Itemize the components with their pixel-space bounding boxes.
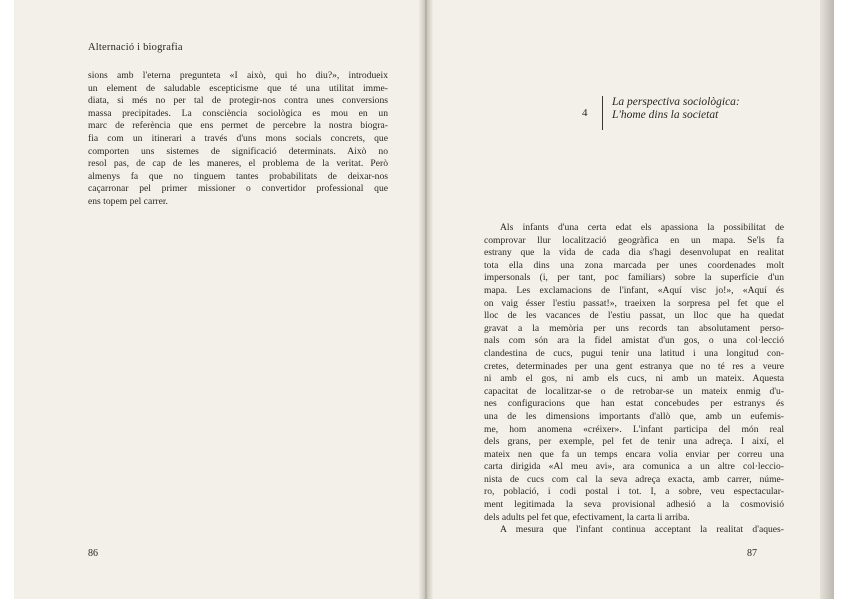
text-line: ens topem pel carrer. <box>88 195 168 207</box>
chapter-title-line: La perspectiva sociològica: <box>612 96 740 108</box>
text-line: fia com un itinerari a través d'uns mons socials concrets, que <box>88 132 388 144</box>
text-line: dels adults pel fet que, efectivament, la carta li arriba. <box>484 511 690 523</box>
book-gutter <box>419 0 433 599</box>
text-line: resol pas, de cap de les maneres, el problema de la veritat. Però <box>88 158 388 170</box>
left-page-body <box>88 70 388 209</box>
chapter-divider <box>602 96 603 130</box>
text-line: nals com són ara la fidel amistat d'un gos, o una col·lecció <box>484 335 784 347</box>
text-line: carta dirigida «Al meu avi», ara comunica a un altre col·leccio- <box>484 461 784 473</box>
text-line: ni amb el gos, ni amb els cucs, ni amb un mateix. Aquesta <box>484 373 784 385</box>
text-line: nes configuracions que han estat concebudes per estranys és <box>484 398 784 410</box>
text-line: massa precipitades. La consciència sociològica es mou en un <box>88 107 388 119</box>
text-line: marc de referència que ens permet de percebre la nostra biogra- <box>88 120 388 132</box>
text-line: tota ella dins una zona marcada per unes coordenades molt <box>484 259 784 271</box>
text-line: cretes, determinades per una gent estranya que no té res a veure <box>484 360 784 372</box>
text-line: gravat a la memòria per uns records tan absolutament perso- <box>484 322 784 334</box>
text-line: una de les dimensions importants d'allò que, amb un eufemis- <box>484 410 784 422</box>
text-line: lloc de les vacances de l'estiu passat, un lloc que ha quedat <box>484 310 784 322</box>
text-line: comprovar llur localització geogràfica en un mapa. Se'ls fa <box>484 234 784 246</box>
text-line: caçarronar pel primer missioner o convertidor professional que <box>88 183 388 195</box>
chapter-number: 4 <box>582 107 588 119</box>
page-edge <box>820 0 834 599</box>
left-page <box>58 0 388 599</box>
text-line: me, hom anomena «créixer». L'infant participa del món real <box>484 423 784 435</box>
text-line: clandestina de cucs, pugui tenir una latitud i una longitud con- <box>484 347 784 359</box>
text-line: comporten uns sistemes de significació determinats. Això no <box>88 145 388 157</box>
text-line: on vaig ésser l'estiu passat!», traeixen la sorpresa pel fet que el <box>484 297 784 309</box>
text-line: dels grans, per exemple, pel fet de tenir una adreça. I així, el <box>484 436 784 448</box>
text-line: ro, població, i codi postal i tot. I, a sobre, veu espectacular- <box>484 486 784 498</box>
right-page <box>454 0 794 599</box>
running-head: Alternació i biografia <box>88 42 183 53</box>
text-line: mapa. Les exclamacions de l'infant, «Aquí visc jo!», «Aquí és <box>484 284 784 296</box>
page-number: 86 <box>88 548 98 559</box>
chapter-title <box>612 96 792 122</box>
text-line: Als infants d'una certa edat els apassiona la possibilitat de <box>500 222 784 233</box>
page-number: 87 <box>747 548 757 559</box>
text-line: capacitat de localitzar-se o de retrobar-se un mateix enmig d'u- <box>484 385 784 397</box>
text-line: un element de saludable escepticisme que té una utilitat imme- <box>88 82 388 94</box>
text-line: impersonals (i, per tant, poc familiars) sobre la superfície d'un <box>484 272 784 284</box>
text-line: sions amb l'eterna pregunteta «I això, qui ho diu?», introdueix <box>88 70 388 81</box>
chapter-subtitle-line: L'home dins la societat <box>612 109 719 121</box>
text-line: almenys fa que no tinguem tantes probabilitats de deixar-nos <box>88 170 388 182</box>
text-line: nista de cucs com cal la seva adreça exacta, amb carrer, núme- <box>484 473 784 485</box>
text-line: mateix nen que fa un temps encara volia enviar per correu una <box>484 448 784 460</box>
text-line: ment legitimada la seva provisional adhesió a la cosmovisió <box>484 499 784 511</box>
text-line: estrany que la vida de cada dia s'hagi desenvolupat en realitat <box>484 247 784 259</box>
book-spread <box>14 0 834 599</box>
text-line: A mesura que l'infant continua acceptant la realitat d'aques- <box>500 524 784 536</box>
chapter-heading <box>544 96 794 132</box>
right-page-body <box>484 222 784 537</box>
text-line: diata, si més no per tal de protegir-nos contra unes conversions <box>88 95 388 107</box>
